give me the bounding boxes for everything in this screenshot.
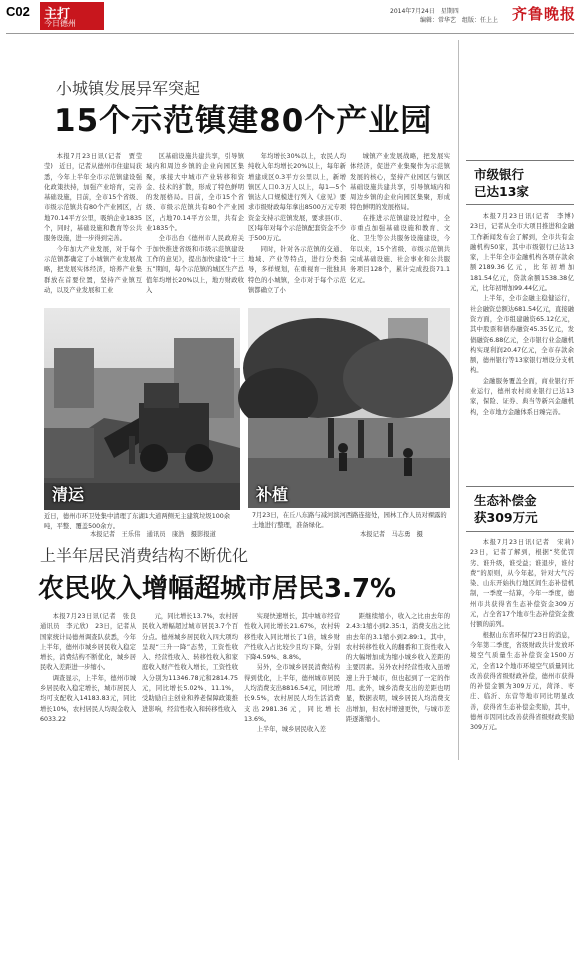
photo-planting-image xyxy=(248,308,450,508)
photo-cleanup xyxy=(44,308,240,510)
photo-cleanup-tag: 清运 xyxy=(52,485,85,504)
sidebar2-top-rule xyxy=(466,486,574,487)
story2-headline: 农民收入增幅超城市居民3.7% xyxy=(38,574,397,604)
story2-column-1: 本报7月23日讯(记者 张良 通讯员 李元欣) 23日，记者从国家统计局德州调查队获悉，今年上半年，德州市城乡居民收入稳定增长，消费结构不断优化，城乡居民收入差距进一步缩小。 调查显示，上半年，德州市城乡居民收入稳定增长，城市居民人均可支配收入14183.83元，同比增长10%，农村居民人均现金收入6033.22 xyxy=(40,613,143,723)
page-number: C02 xyxy=(6,4,30,19)
story2-column-2: 元，同比增长13.7%，农村居民收入增幅超过城市居民3.7个百分点。德州城乡居民收入四大项均呈现“三升一降”态势，工资性收入、经营性收入、转移性收入和家庭收入财产性收入增长，工资性收入分别为11346.78元和2814.75元，同比增长5.02%、11.1%，受助励自主创业和养老保障政策推进影响，经营性收入和转移性收入 xyxy=(142,613,238,713)
subsection-title: 今日德州 xyxy=(44,19,76,28)
sidebar-divider xyxy=(458,40,459,760)
sidebar1-title-line2: 已达13家 xyxy=(474,184,529,199)
sidebar1-bottom-rule xyxy=(466,204,574,205)
story1-column-4: 城镇产业发展战略，把发展实体经济，促进产业集聚作为示范镇发展的核心，坚持产业园区与镇区基础设施共建共享，引导镇域内和周边乡镇的企业向园区集聚，形成特色鲜明的发展格局。 在推进示范镇建设过程中，全市重点加强基础设施和教育、文化、卫生等公共服务设施建设，今年以来，15个省级、市级示范镇共完成基础设施、社会事业和公共服务项目128个，累计完成投资71.1亿元。 xyxy=(350,153,450,284)
editor-line: 编辑：常华艺 组版：任上上 xyxy=(420,17,499,24)
sidebar1-top-rule xyxy=(466,160,574,161)
photo-planting xyxy=(248,308,450,508)
section-title: 主打 xyxy=(44,7,71,22)
story1-column-2: 区基础设施共建共享，引导镇域内和周边乡镇的企业向园区集聚，承接大中城市产业转移和资金、技术的扩散，形成了特色鲜明的发展格局。目前，全市15个省级、市级示范镇共有80个产业园区，占地70.14平方公里，共有企业1835个。 全市出台《德州市人民政府关于加快推进省级和市级示范镇建设工作的意见》，提出加快建设“十三五”期间，每个示范镇的城区生产总值年均增长20%以上，地方财政收入 xyxy=(146,153,244,294)
photo-planting-caption: 7月23日，在丘八东路与减河滨河西路连接处，园林工作人员对裸露的土地进行整理，准备绿化。 xyxy=(252,512,447,529)
header-divider xyxy=(6,33,574,34)
story1-kicker: 小城镇发展异军突起 xyxy=(56,79,201,98)
newspaper-logo: 齐鲁晚报 xyxy=(512,5,577,23)
story1-column-1: 本报7月23日讯(记者 贾莹莹) 近日，记者从德州市住建局获悉，今年上半年全市示范镇建设强化政策扶持，加强产业培育，完善基础设施，目前，全市15个省级、市级示范镇共有80个产业园区，占地70.14平方公里，吸纳企业1835个，同时，基础设施和教育等公共服务设施，进一步得到完善。 今年加大产业发展，对于每个示范镇都确定了小城镇产业发展战略，把发展实体经济，培养产业集群放在首要位置，坚持产业镇互动，以及产业发展和工业 xyxy=(44,153,142,294)
story1-column-3: 年均增长30%以上，农民人均纯收入年均增长20%以上，每年新增建成区0.3平方公里以上，新增镇区人口0.3万人以上，每1—5个镇达人口规模进行列入《意见》要求市级财政每年拿出8500万元专项资金支持示范镇发展，要求县(市、区)每年对每个示范镇配套资金不少于500万元。 同时，针对各示范镇的交通、地域、产业等特点，进行分类指导，多样规划，在重视育一批独具特色的小城镇，全市对于每个示范镇都确立了小 xyxy=(248,153,346,294)
story1-headline: 15个示范镇建80个产业园 xyxy=(54,103,433,139)
sidebar2-title-line1: 生态补偿金 xyxy=(474,493,537,508)
sidebar1-title-line1: 市级银行 xyxy=(474,167,525,182)
photo-planting-credit: 本报记者 马志勇 摄 xyxy=(360,531,423,538)
sidebar1-body: 本报7月23日讯(记者 李博) 23日，记者从全市大项目推进和金融工作新闻发布会了解到，全市共有金融机构50家，其中市级银行已达13家，上半年全市金融机构各项存款余额2189.36亿元，比年初增加181.54亿元，贷款余额1538.38亿元，比年初增加99.44亿元。 上半年，全市金融主稳健运行，社会融资总额达681.54亿元，直接融资方面，全市组建融资65.12亿元，其中股票和债券融资45.35亿元，发债融资6.88亿元，全市银行业金融机构实现利润20.47亿元，全市存款余额，德州银行等13家银行增设分支机构。 金融服务覆盖全面，商业银行开业运行，德州农村商业银行已达13家，保险、证券、典当等新兴金融机构，全市地方金融体系日臻完善。 xyxy=(470,213,580,416)
issue-date: 2014年7月24日 星期四 xyxy=(390,8,459,15)
sidebar2-title-line2: 获309万元 xyxy=(474,510,538,525)
sidebar2-body: 本报7月23日讯(记者 宋莉) 23日，记者了解到，根据“奖优罚劣、谁升级，谁受益；谁退步，谁付费”的原则，从今年起，针对大气污染、山东开始执行地区间生态补偿机制，一季度一结算，今年一季度，德州市共获得省生态补偿资金309万元，占全省17个地市生态补偿资金拨付额的前列。 根据山东省环保厅23日的消息，今年第二季度，省级财政共计发放环境空气质量生态补偿资金1500万元，全省12个地市环境空气质量同比改善获得省级财政补偿，德州市获得的补偿金额为309万元，菏泽、枣庄、临沂、东营等地市同比明显改善，获得省生态补偿金奖励，其中，德州市因同比改善获得省级财政奖励309万元。 xyxy=(470,539,580,732)
story2-kicker: 上半年居民消费结构不断优化 xyxy=(40,546,249,565)
photo-cleanup-image xyxy=(44,308,240,510)
photo-cleanup-credit: 本报记者 王乐伟 通讯员 康浩 摄影报道 xyxy=(90,531,216,538)
story2-column-3: 实现快速增长，其中城市经营性收入同比增长21.67%，农村转移性收入同比增长了1倍，城乡财产性收入占比较少且均下降，分别下降4.59%、8.8%。 另外，全市城乡居民消费结构得到优化，上半年，德州城市居民人均消费支出8816.54元，同比增长9.5%，农村居民人均生活消费支出2981.36元，同比增长13.6%。 上半年，城乡居民收入差 xyxy=(244,613,340,734)
sidebar2-bottom-rule xyxy=(466,531,574,532)
story2-column-4: 距继续缩小，收入之比由去年的2.43:1缩小到2.35:1，消费支出之比由去年的3.1缩小到2.89:1。其中，农村转移性收入的翻番和工资性收入的大幅增加成为缩小城乡收入差距的主要因素。另外农村经营性收入虽增速上升于城市，但也起到了一定的作用。此外，城乡消费支出的差距也明显，数据表明，城乡居民人均消费支出增加，但农村增速更快，与城市差距逐渐缩小。 xyxy=(346,613,450,723)
photo-planting-tag: 补植 xyxy=(256,485,289,504)
section-badge xyxy=(40,2,104,30)
photo-cleanup-caption: 近日，德州市环卫处集中清理了东湖1大道两侧无主建筑垃圾100余吨，平整、覆盖500余方。 xyxy=(44,513,231,530)
